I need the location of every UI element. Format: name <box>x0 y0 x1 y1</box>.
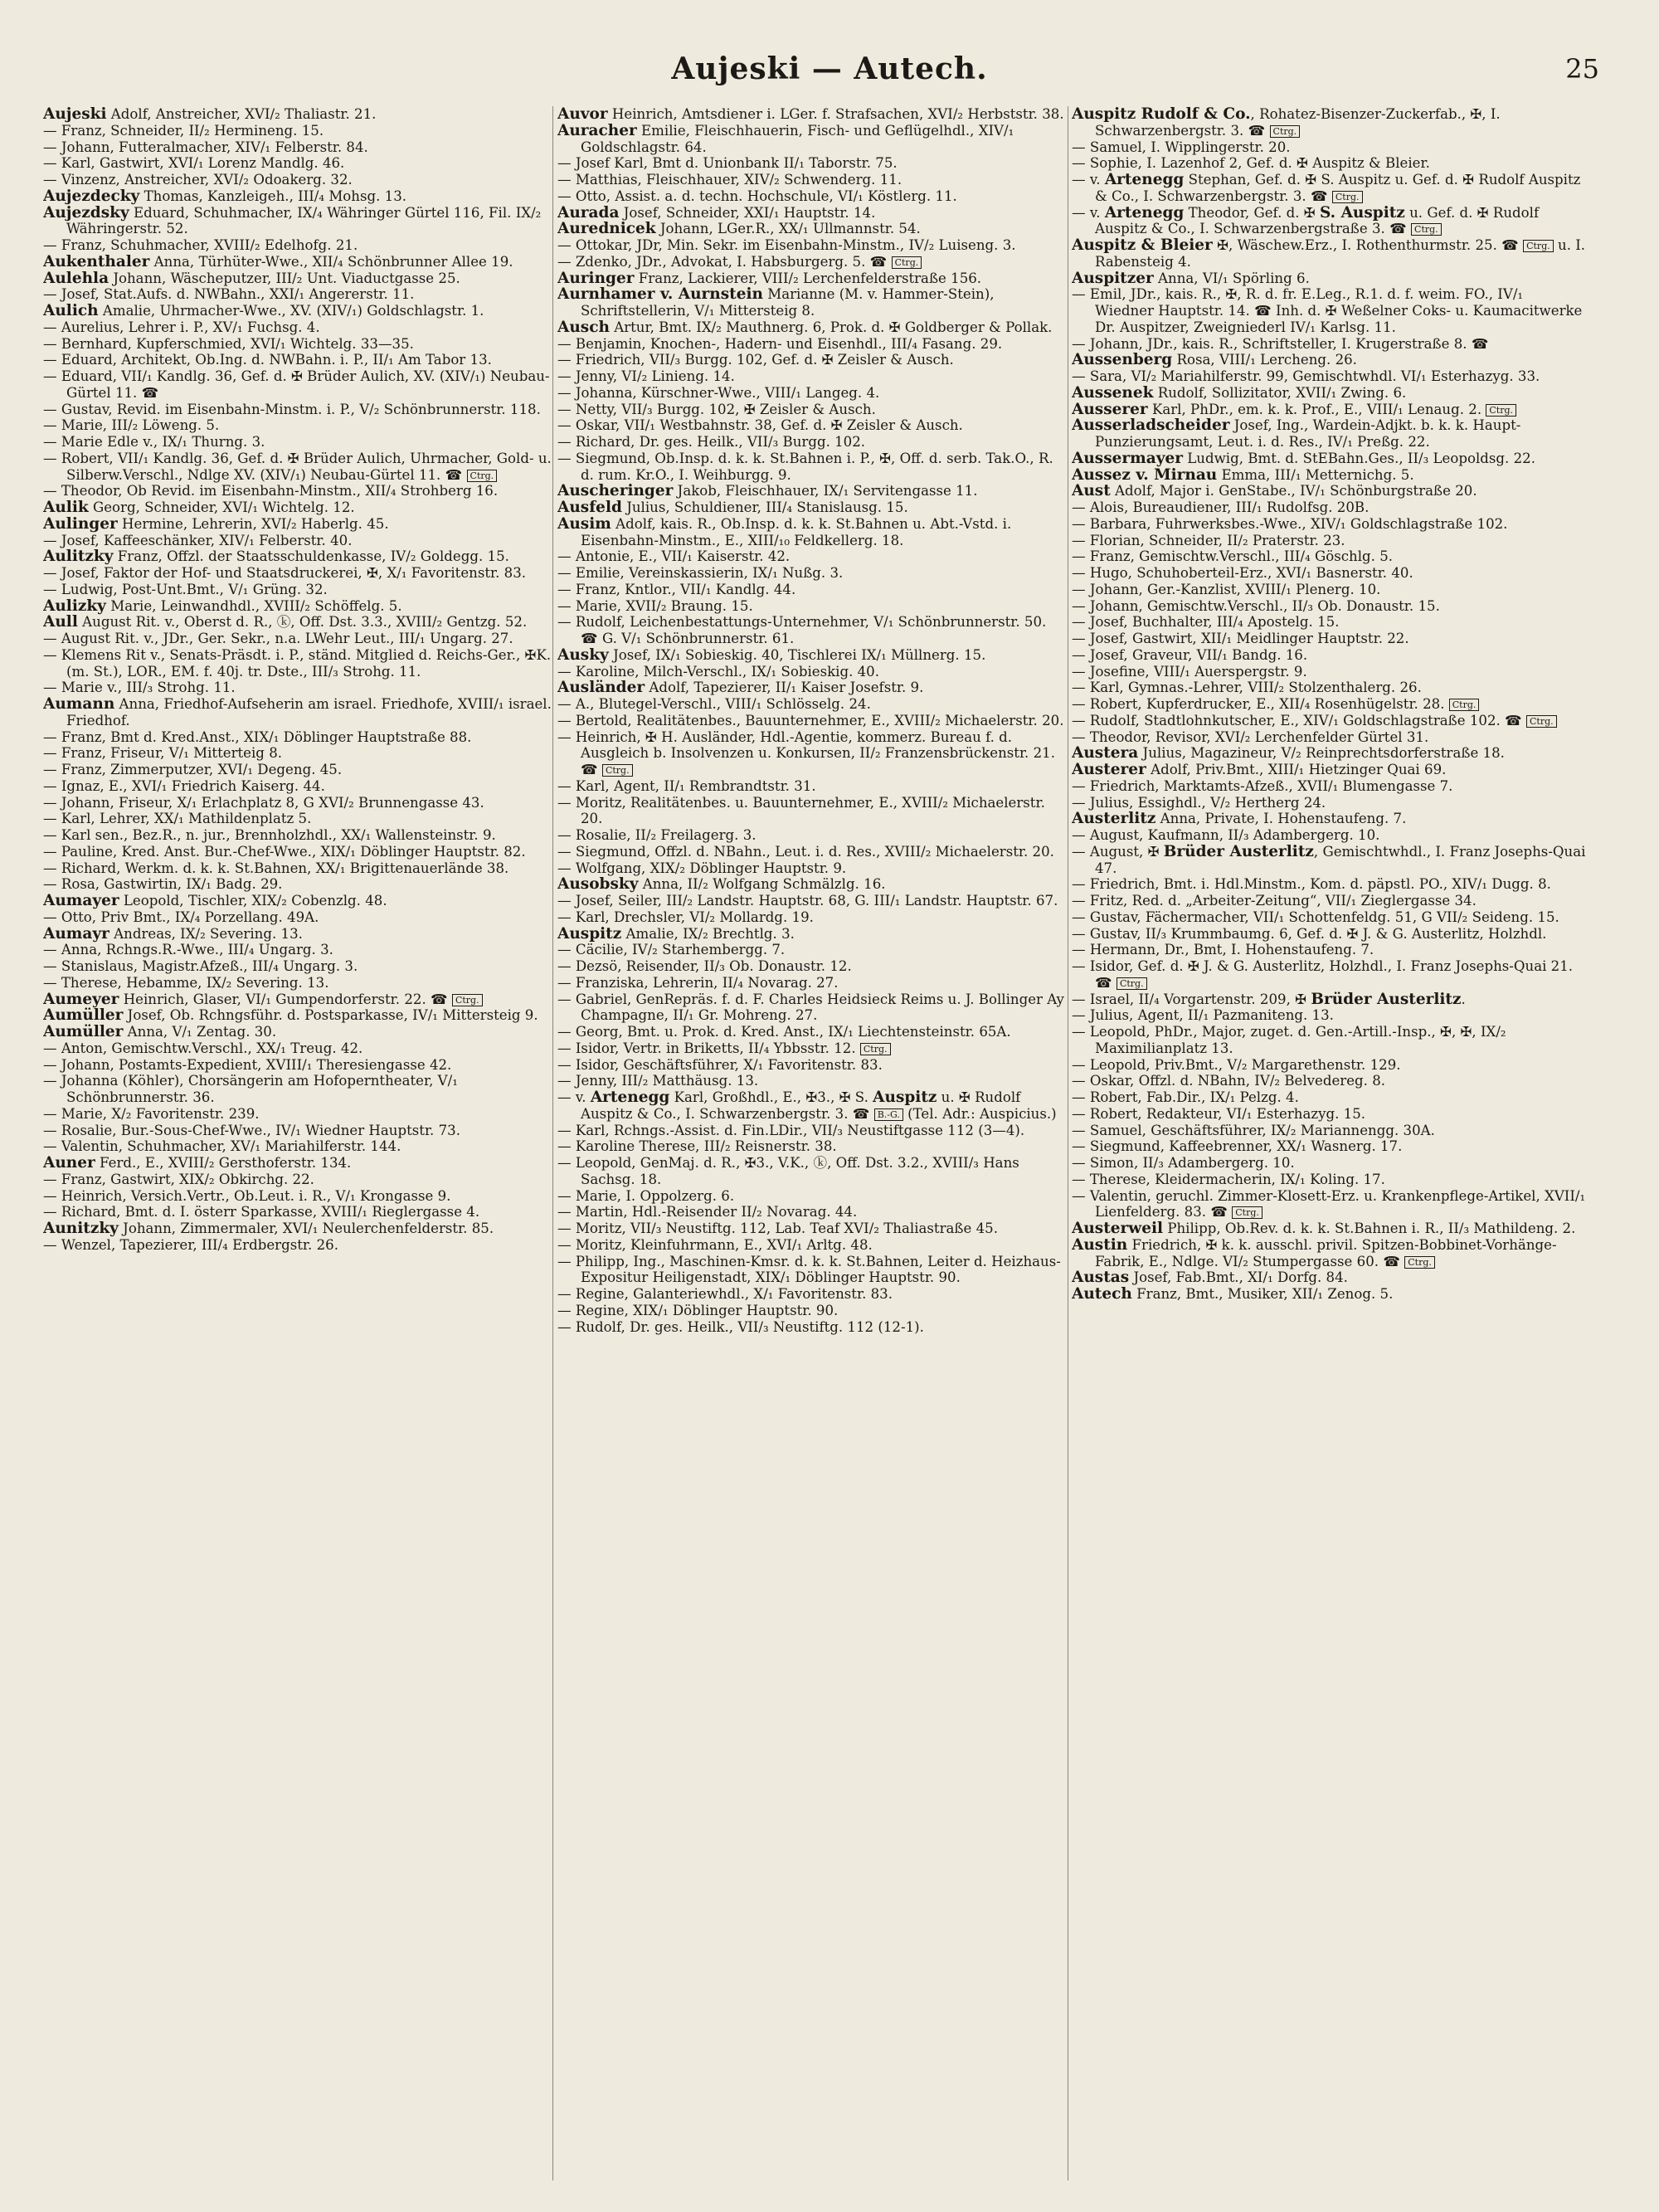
directory-entry: — Karl, Gastwirt, XVI/₁ Lorenz Mandlg. 46. <box>43 155 345 172</box>
directory-entry: Aunitzky Johann, Zimmermaler, XVI/₁ Neulerchenfelderstr. 85. <box>43 1220 494 1237</box>
directory-entry: Aujezdsky Eduard, Schuhmacher, IX/₄ Währinger Gürtel 116, Fil. IX/₂ Währingerstr. 52. <box>43 203 542 237</box>
entry-surname: Autech <box>1072 1285 1132 1303</box>
directory-entry: Aumann Anna, Friedhof-Aufseherin am israel. Friedhofe, XVIII/₁ israel. Friedhof. <box>43 695 552 728</box>
directory-entry: — Rudolf, Stadtlohnkutscher, E., XIV/₁ Goldschlagstraße 102. ☎ Ctrg. <box>1072 713 1586 729</box>
directory-entry: Austerweil Philipp, Ob.Rev. d. k. k. St.Bahnen i. R., II/₃ Mathildeng. 2. <box>1072 1220 1576 1237</box>
directory-entry: — Friedrich, Bmt. i. Hdl.Minstm., Kom. d. päpstl. PO., XIV/₁ Dugg. 8. <box>1072 876 1551 893</box>
directory-entry: — A., Blutegel-Verschl., VIII/₁ Schlösselg. 24. <box>557 696 871 712</box>
entry-surname: Brüder Austerlitz <box>1311 990 1462 1008</box>
entry-surname: Aulitzky <box>43 548 114 566</box>
entry-surname: Aull <box>43 613 78 631</box>
directory-entry: Aulitzky Franz, Offzl. der Staatsschuldenkasse, IV/₂ Goldegg. 15. <box>43 548 509 566</box>
directory-entry: — Leopold, PhDr., Major, zuget. d. Gen.-Artill.-Insp., ✠, ✠, IX/₂ Maximilianplatz 13. <box>1072 1024 1506 1056</box>
directory-entry: — Rudolf, Dr. ges. Heilk., VII/₃ Neustiftg. 112 (12-1). <box>557 1318 924 1335</box>
directory-entry: — Valentin, geruchl. Zimmer-Klosett-Erz. u. Krankenpflege-Artikel, XVII/₁ Lienfelderg. 83. ☎ Ctrg. <box>1072 1187 1586 1220</box>
directory-entry: — Josef, Buchhalter, III/₄ Apostelg. 15. <box>1072 614 1340 631</box>
directory-entry: — Otto, Assist. a. d. techn. Hochschule, VI/₁ Köstlerg. 11. <box>557 188 957 204</box>
directory-entry: — Karl, Rchngs.-Assist. d. Fin.LDir., VII/₃ Neustiftgasse 112 (3—4). <box>557 1122 1025 1138</box>
entry-surname: Auvor <box>557 106 608 123</box>
directory-entry: — Rosalie, Bur.-Sous-Chef-Wwe., IV/₁ Wiedner Hauptstr. 73. <box>43 1122 460 1138</box>
column-middle <box>557 106 1065 2197</box>
directory-entry: — Israel, II/₄ Vorgartenstr. 209, ✠ Brüder Austerlitz. <box>1072 990 1466 1008</box>
directory-entry: Aujeski Adolf, Anstreicher, XVI/₂ Thaliastr. 21. <box>43 106 377 123</box>
directory-entry: Austerer Adolf, Priv.Bmt., XIII/₁ Hietzinger Quai 69. <box>1072 761 1447 778</box>
entry-surname: S. Auspitz <box>1319 203 1405 222</box>
directory-entry: Aujezdecky Thomas, Kanzleigeh., III/₄ Mohsg. 13. <box>43 187 407 205</box>
directory-entry: — Friedrich, VII/₃ Burgg. 102, Gef. d. ✠ Zeisler & Ausch. <box>557 352 954 368</box>
directory-entry: Auspitz & Bleier ✠, Wäschew.Erz., I. Rothenthurmstr. 25. ☎ Ctrg. u. I. Rabensteig 4. <box>1072 236 1586 270</box>
entry-surname: Aukenthaler <box>43 252 150 270</box>
directory-entry: — Johann, Postamts-Expedient, XVIII/₁ Theresiengasse 42. <box>43 1056 452 1073</box>
entry-surname: Artenegg <box>1104 171 1185 188</box>
entry-surname: Brüder Austerlitz <box>1163 842 1314 860</box>
boxed-mark: Ctrg. <box>1270 125 1301 138</box>
directory-entry: Austera Julius, Magazineur, V/₂ Reinprechtsdorferstraße 18. <box>1072 744 1505 763</box>
boxed-mark: Ctrg. <box>602 764 633 777</box>
directory-entry: Austas Josef, Fab.Bmt., XI/₁ Dorfg. 84. <box>1072 1269 1348 1287</box>
directory-entry: Aumayer Leopold, Tischler, XIX/₂ Cobenzlg. 48. <box>43 892 387 909</box>
directory-entry: — Siegmund, Kaffeebrenner, XX/₁ Wasnerg. 17. <box>1072 1138 1403 1155</box>
directory-entry: — Gustav, II/₃ Krummbaumg. 6, Gef. d. ✠ J. & G. Austerlitz, Holzhdl. <box>1072 925 1547 942</box>
directory-entry: Aull August Rit. v., Oberst d. R., ⓚ, Off. Dst. 3.3., XVIII/₂ Gentzg. 52. <box>43 613 528 631</box>
directory-entry: — Marie, XVII/₂ Braung. 15. <box>557 597 753 614</box>
directory-entry: — Karl, Drechsler, VI/₂ Mollardg. 19. <box>557 909 814 925</box>
directory-entry: — Sara, VI/₂ Mariahilferstr. 99, Gemischtwhdl. VI/₁ Esterhazyg. 33. <box>1072 368 1540 384</box>
directory-entry: — Georg, Bmt. u. Prok. d. Kred. Anst., IX/₁ Liechtensteinstr. 65A. <box>557 1024 1011 1040</box>
entry-surname: Auspitz Rudolf & Co. <box>1072 106 1251 123</box>
boxed-mark: Ctrg. <box>892 256 922 269</box>
entry-surname: Auspitz & Bleier <box>1072 236 1213 254</box>
directory-entry: Auspitz Rudolf & Co., Rohatez-Bisenzer-Zuckerfab., ✠, I. Schwarzenbergstr. 3. ☎ Ctrg. <box>1072 106 1501 139</box>
boxed-mark: Ctrg. <box>1404 1256 1435 1269</box>
directory-entry: — Theodor, Revisor, XVI/₂ Lerchenfelder Gürtel 31. <box>1072 728 1429 745</box>
directory-entry: — Hermann, Dr., Bmt, I. Hohenstaufeng. 7. <box>1072 942 1374 958</box>
directory-entry: — Julius, Essighdl., V/₂ Hertherg 24. <box>1072 794 1326 811</box>
entry-surname: Aurnhamer v. Aurnstein <box>557 285 763 304</box>
directory-entry: — Franz, Zimmerputzer, XVI/₁ Degeng. 45. <box>43 762 343 777</box>
entry-surname: Aujezdsky <box>43 203 129 222</box>
directory-entry: Ausch Artur, Bmt. IX/₂ Mauthnerg. 6, Prok. d. ✠ Goldberger & Pollak. <box>557 318 1053 336</box>
directory-entry: Ausserer Karl, PhDr., em. k. k. Prof., E., VIII/₁ Lenaug. 2. Ctrg. <box>1072 402 1586 418</box>
entry-surname: Ausserladscheider <box>1072 417 1230 435</box>
entry-surname: Aussermayer <box>1072 449 1183 467</box>
directory-entry: — Zdenko, JDr., Advokat, I. Habsburgerg. 5. ☎ Ctrg. <box>557 254 1065 270</box>
directory-entry: — Josef, Gastwirt, XII/₁ Meidlinger Hauptstr. 22. <box>1072 631 1409 646</box>
entry-surname: Aulik <box>43 499 89 516</box>
directory-entry: — Anna, Rchngs.R.-Wwe., III/₄ Ungarg. 3. <box>43 942 333 958</box>
directory-entry: — Barbara, Fuhrwerksbes.-Wwe., XIV/₁ Goldschlagstraße 102. <box>1072 515 1508 532</box>
directory-entry: — Heinrich, ✠ H. Ausländer, Hdl.-Agentie, kommerz. Bureau f. d. Ausgleich b. Insolvenzen u. Konkursen, II/₂ Franzensbrückenstr. 21. ☎ Ctrg. <box>557 728 1055 777</box>
directory-entry: — Richard, Bmt. d. I. österr Sparkasse, XVIII/₁ Rieglergasse 4. <box>43 1204 480 1220</box>
entry-surname: Austerweil <box>1072 1220 1164 1237</box>
column-left <box>43 106 557 2197</box>
directory-entry: — Marie, I. Oppolzerg. 6. <box>557 1187 735 1204</box>
directory-entry: Ausserladscheider Josef, Ing., Wardein-Adjkt. b. k. k. Haupt-Punzierungsamt, Leut. i. d. Res., IV/₁ Preßg. 22. <box>1072 417 1521 450</box>
directory-entry: — Emilie, Vereinskassierin, IX/₁ Nußg. 3. <box>557 565 844 581</box>
directory-entry: — Johann, Gemischtw.Verschl., II/₃ Ob. Donaustr. 15. <box>1072 597 1440 614</box>
directory-entry: Aussez v. Mirnau Emma, III/₁ Metternichg. 5. <box>1072 465 1414 484</box>
directory-entry: — Franz, Gastwirt, XIX/₂ Obkirchg. 22. <box>43 1171 314 1187</box>
directory-entry: — Franz, Bmt d. Kred.Anst., XIX/₁ Döblinger Hauptstraße 88. <box>43 728 472 745</box>
directory-entry: Aussenberg Rosa, VIII/₁ Lercheng. 26. <box>1072 351 1357 369</box>
directory-entry: — Isidor, Geschäftsführer, X/₁ Favoritenstr. 83. <box>557 1056 883 1073</box>
directory-entry: — Florian, Schneider, II/₂ Praterstr. 23. <box>1072 532 1345 548</box>
directory-entry: — Therese, Hebamme, IX/₂ Severing. 13. <box>43 974 329 991</box>
entry-surname: Aurednicek <box>557 220 656 238</box>
directory-entry: — Oskar, VII/₁ Westbahnstr. 38, Gef. d. ✠ Zeisler & Ausch. <box>557 417 963 434</box>
directory-entry: Auspitzer Anna, VI/₁ Spörling 6. <box>1072 269 1310 287</box>
directory-entry: — Bertold, Realitätenbes., Bauunternehmer, E., XVIII/₂ Michaelerstr. 20. <box>557 712 1064 728</box>
entry-surname: Ausfeld <box>557 499 622 516</box>
directory-entry: — Karoline Therese, III/₂ Reisnerstr. 38. <box>557 1138 837 1155</box>
directory-entry: — Josef Karl, Bmt d. Unionbank II/₁ Taborstr. 75. <box>557 155 898 172</box>
directory-entry: — Karl, Agent, II/₁ Rembrandtstr. 31. <box>557 777 816 794</box>
directory-entry: — Franz, Gemischtw.Verschl., III/₄ Göschlg. 5. <box>1072 548 1394 565</box>
directory-entry: — v. Artenegg Stephan, Gef. d. ✠ S. Auspitz u. Gef. d. ✠ Rudolf Auspitz & Co., I. Schwarzenbergstr. 3. ☎ Ctrg. <box>1072 171 1581 204</box>
directory-entry: — August Rit. v., JDr., Ger. Sekr., n.a. LWehr Leut., III/₁ Ungarg. 27. <box>43 631 513 646</box>
directory-entry: Aurednicek Johann, LGer.R., XX/₁ Ullmannstr. 54. <box>557 220 921 238</box>
directory-entry: — Philipp, Ing., Maschinen-Kmsr. d. k. k. St.Bahnen, Leiter d. Heizhaus-Expositur Heiligenstadt, XIX/₁ Döblinger Hauptstr. 90. <box>557 1253 1061 1286</box>
entry-surname: Ausserer <box>1072 400 1148 418</box>
boxed-mark: Ctrg. <box>1117 977 1147 990</box>
entry-surname: Auspitz <box>873 1089 937 1106</box>
directory-entry: — Karoline, Milch-Verschl., IX/₁ Sobieskig. 40. <box>557 663 880 680</box>
boxed-mark: Ctrg. <box>860 1043 891 1055</box>
directory-entry: — Johann, Futteralmacher, XIV/₁ Felberstr. 84. <box>43 139 368 155</box>
directory-entry: — Wolfgang, XIX/₂ Döblinger Hauptstr. 9. <box>557 860 847 876</box>
entry-surname: Aumann <box>43 695 115 713</box>
directory-entry: Aumeyer Heinrich, Glaser, VI/₁ Gumpendorferstr. 22. ☎ Ctrg. <box>43 992 557 1008</box>
entry-surname: Auspitzer <box>1072 269 1154 287</box>
directory-entry: — Josef, Faktor der Hof- und Staatsdruckerei, ✠, X/₁ Favoritenstr. 83. <box>43 565 527 581</box>
directory-entry: — Johanna, Kürschner-Wwe., VIII/₁ Langeg. 4. <box>557 384 880 401</box>
boxed-mark: Ctrg. <box>1449 699 1480 711</box>
directory-entry: — Stanislaus, Magistr.Afzeß., III/₄ Ungarg. 3. <box>43 958 358 974</box>
entry-surname: Auracher <box>557 121 637 139</box>
directory-entry: — Therese, Kleidermacherin, IX/₁ Koling. 17. <box>1072 1171 1385 1187</box>
entry-surname: Ausky <box>557 646 609 664</box>
directory-entry: — Regine, XIX/₁ Döblinger Hauptstr. 90. <box>557 1302 839 1318</box>
entry-surname: Ausobsky <box>557 875 639 894</box>
boxed-mark: Ctrg. <box>467 470 498 482</box>
directory-entry: — Franz, Schneider, II/₂ Hermineng. 15. <box>43 122 324 139</box>
entry-surname: Aumüller <box>43 1006 124 1025</box>
directory-entry: — Moritz, Kleinfuhrmann, E., XVI/₁ Arltg. 48. <box>557 1236 873 1253</box>
directory-entry: — Simon, II/₃ Adambergerg. 10. <box>1072 1155 1295 1171</box>
directory-entry: — Josef, Graveur, VII/₁ Bandg. 16. <box>1072 646 1308 663</box>
entry-surname: Aurada <box>557 203 620 222</box>
boxed-mark: Ctrg. <box>452 994 483 1006</box>
directory-entry: — Bernhard, Kupferschmied, XVI/₁ Wichtelg. 33—35. <box>43 335 414 352</box>
directory-entry: Aumüller Josef, Ob. Rchngsführ. d. Postsparkasse, IV/₁ Mittersteig 9. <box>43 1006 538 1025</box>
directory-entry: Autech Franz, Bmt., Musiker, XII/₁ Zenog. 5. <box>1072 1285 1394 1303</box>
directory-entry: — Robert, Kupferdrucker, E., XII/₄ Rosenhügelstr. 28. Ctrg. <box>1072 696 1586 713</box>
page-title: Aujeski — Autech. <box>671 51 988 86</box>
boxed-mark: Ctrg. <box>1486 404 1516 417</box>
directory-entry: — Siegmund, Ob.Insp. d. k. k. St.Bahnen i. P., ✠, Off. d. serb. Tak.O., R. d. rum. Kr.O., I. Weihburgg. 9. <box>557 450 1053 483</box>
directory-entry: Aulik Georg, Schneider, XVI/₁ Wichtelg. 12. <box>43 499 355 516</box>
directory-entry: — Johann, JDr., kais. R., Schriftsteller, I. Krugerstraße 8. ☎ <box>1072 335 1489 352</box>
directory-entry: — Leopold, GenMaj. d. R., ✠3., V.K., ⓚ, Off. Dst. 3.2., XVIII/₃ Hans Sachsg. 18. <box>557 1155 1019 1187</box>
entry-surname: Aulinger <box>43 514 118 533</box>
directory-entry: — Franziska, Lehrerin, II/₄ Novarag. 27. <box>557 974 839 991</box>
directory-entry: — Gustav, Fächermacher, VII/₁ Schottenfeldg. 51, G VII/₂ Seideng. 15. <box>1072 909 1559 925</box>
directory-entry: — Julius, Agent, II/₁ Pazmaniteng. 13. <box>1072 1007 1334 1024</box>
directory-entry: Auracher Emilie, Fleischhauerin, Fisch- und Geflügelhdl., XIV/₁ Goldschlagstr. 64. <box>557 121 1014 155</box>
directory-entry: — August, Kaufmann, II/₃ Adambergerg. 10. <box>1072 827 1380 843</box>
directory-entry: — Karl, Lehrer, XX/₁ Mathildenplatz 5. <box>43 811 312 827</box>
directory-entry: Aulinger Hermine, Lehrerin, XVI/₂ Haberlg. 45. <box>43 514 389 533</box>
directory-entry: Aussenek Rudolf, Sollizitator, XVII/₁ Zwing. 6. <box>1072 383 1407 402</box>
directory-entry: — Ottokar, JDr, Min. Sekr. im Eisenbahn-Minstm., IV/₂ Luiseng. 3. <box>557 237 1016 253</box>
directory-entry: — Robert, VII/₁ Kandlg. 36, Gef. d. ✠ Brüder Aulich, Uhrmacher, Gold- u. Silberw.Verschl., Ndlge XV. (XIV/₁) Neubau-Gürtel 11. ☎ Ctrg. <box>43 450 552 483</box>
directory-entry: — Robert, Fab.Dir., IX/₁ Pelzg. 4. <box>1072 1089 1299 1105</box>
directory-entry: — Valentin, Schuhmacher, XV/₁ Mariahilferstr. 144. <box>43 1138 401 1155</box>
directory-entry: — Antonie, E., VII/₁ Kaiserstr. 42. <box>557 548 791 565</box>
directory-entry: — Pauline, Kred. Anst. Bur.-Chef-Wwe., XIX/₁ Döblinger Hauptstr. 82. <box>43 843 526 860</box>
directory-entry: — Samuel, I. Wipplingerstr. 20. <box>1072 139 1291 155</box>
directory-entry: — Eduard, Architekt, Ob.Ing. d. NWBahn. i. P., II/₁ Am Tabor 13. <box>43 352 492 368</box>
entry-surname: Aumeyer <box>43 990 119 1008</box>
directory-entry: — Rosa, Gastwirtin, IX/₁ Badg. 29. <box>43 876 283 893</box>
directory-entry: Auspitz Amalie, IX/₂ Brechtlg. 3. <box>557 924 795 943</box>
directory-entry: — Johann, Friseur, X/₁ Erlachplatz 8, G XVI/₂ Brunnengasse 43. <box>43 794 484 811</box>
entry-surname: Ausländer <box>557 679 645 697</box>
directory-entry: — Oskar, Offzl. d. NBahn, IV/₂ Belvedereg. 8. <box>1072 1073 1386 1089</box>
directory-entry: — Martin, Hdl.-Reisender II/₂ Novarag. 44. <box>557 1204 858 1220</box>
column-right <box>1072 106 1586 2197</box>
directory-entry: Ausländer Adolf, Tapezierer, II/₁ Kaiser Josefstr. 9. <box>557 679 924 697</box>
directory-entry: — Samuel, Geschäftsführer, IX/₂ Mariannengg. 30A. <box>1072 1122 1435 1138</box>
directory-entry: — Josef, Stat.Aufs. d. NWBahn., XXI/₁ Angererstr. 11. <box>43 286 415 303</box>
entry-surname: Ausim <box>557 514 611 533</box>
boxed-mark: Ctrg. <box>1526 715 1557 728</box>
boxed-mark: Ctrg. <box>1332 191 1363 203</box>
entry-surname: Austin <box>1072 1235 1128 1254</box>
directory-entry: — Fritz, Red. d. „Arbeiter-Zeitung“, VII/₁ Zieglergasse 34. <box>1072 893 1477 909</box>
directory-entry: Aulizky Marie, Leinwandhdl., XVIII/₂ Schöffelg. 5. <box>43 597 402 615</box>
directory-entry: Auvor Heinrich, Amtsdiener i. LGer. f. Strafsachen, XVI/₂ Herbststr. 38. <box>557 106 1064 123</box>
directory-entry: — Cäcilie, IV/₂ Starhembergg. 7. <box>557 942 786 958</box>
boxed-mark: Ctrg. <box>1523 240 1554 252</box>
entry-surname: Auner <box>43 1154 95 1172</box>
directory-entry: — Jenny, III/₂ Matthäusg. 13. <box>557 1073 759 1089</box>
directory-entry: Aumüller Anna, V/₁ Zentag. 30. <box>43 1023 277 1040</box>
directory-entry: — Franz, Kntlor., VII/₁ Kandlg. 44. <box>557 581 796 597</box>
directory-entry: — Marie v., III/₃ Strohg. 11. <box>43 680 236 696</box>
directory-entry: — Regine, Galanteriewhdl., X/₁ Favoritenstr. 83. <box>557 1286 893 1302</box>
entry-surname: Artenegg <box>590 1089 670 1106</box>
directory-entry: — Eduard, VII/₁ Kandlg. 36, Gef. d. ✠ Brüder Aulich, XV. (XIV/₁) Neubau-Gürtel 11. ☎ <box>43 368 550 401</box>
entry-surname: Aunitzky <box>43 1220 119 1237</box>
directory-entry: — Jenny, VI/₂ Linieng. 14. <box>557 368 735 384</box>
entry-surname: Aussenberg <box>1072 351 1173 369</box>
directory-entry: — Netty, VII/₃ Burgg. 102, ✠ Zeisler & Ausch. <box>557 401 876 417</box>
directory-entry: — Moritz, VII/₃ Neustiftg. 112, Lab. Teaf XVI/₂ Thaliastraße 45. <box>557 1220 998 1236</box>
entry-surname: Auscheringer <box>557 482 674 500</box>
entry-surname: Aumayr <box>43 924 109 943</box>
directory-entry: — v. Artenegg Theodor, Gef. d. ✠ S. Auspitz u. Gef. d. ✠ Rudolf Auspitz & Co., I. Schwarzenbergstraße 3. ☎ Ctrg. <box>1072 203 1540 237</box>
directory-entry: — Robert, Redakteur, VI/₁ Esterhazyg. 15. <box>1072 1105 1366 1122</box>
entry-surname: Aumüller <box>43 1023 124 1040</box>
directory-entry: Aulehla Johann, Wäscheputzer, III/₂ Unt. Viaductgasse 25. <box>43 269 460 287</box>
directory-entry: Ausfeld Julius, Schuldiener, III/₄ Stanislausg. 15. <box>557 499 908 516</box>
directory-entry: — Alois, Bureaudiener, III/₁ Rudolfsg. 20B. <box>1072 499 1370 515</box>
entry-surname: Aulizky <box>43 597 106 615</box>
directory-entry: — Rosalie, II/₂ Freilagerg. 3. <box>557 827 757 843</box>
directory-entry: — Marie Edle v., IX/₁ Thurng. 3. <box>43 434 265 450</box>
directory-entry: Austerlitz Anna, Private, I. Hohenstaufeng. 7. <box>1072 810 1407 828</box>
directory-entry: — Ignaz, E., XVI/₁ Friedrich Kaiserg. 44. <box>43 777 325 794</box>
entry-surname: Austerer <box>1072 761 1146 778</box>
directory-entry: — Wenzel, Tapezierer, III/₄ Erdbergstr. 26. <box>43 1236 338 1253</box>
directory-entry: — Benjamin, Knochen-, Hadern- und Eisenhdl., III/₄ Fasang. 29. <box>557 335 1003 352</box>
directory-entry: — August, ✠ Brüder Austerlitz, Gemischtwhdl., I. Franz Josephs-Quai 47. <box>1072 842 1586 876</box>
directory-entry: — Vinzenz, Anstreicher, XVI/₂ Odoakerg. 32. <box>43 172 353 188</box>
directory-entry: — Josef, Seiler, III/₂ Landstr. Hauptstr. 68, G. III/₁ Landstr. Hauptstr. 67. <box>557 893 1058 909</box>
entry-surname: Austas <box>1072 1269 1130 1287</box>
entry-surname: Aujeski <box>43 106 107 123</box>
directory-entry: — Matthias, Fleischhauer, XIV/₂ Schwenderg. 11. <box>557 172 902 188</box>
directory-entry: — Karl, Gymnas.-Lehrer, VIII/₂ Stolzenthalerg. 26. <box>1072 680 1422 696</box>
directory-entry: — Ludwig, Post-Unt.Bmt., V/₁ Grüng. 32. <box>43 581 328 597</box>
directory-entry: Aussermayer Ludwig, Bmt. d. StEBahn.Ges., II/₃ Leopoldsg. 22. <box>1072 449 1535 467</box>
directory-entry: — Otto, Priv Bmt., IX/₄ Porzellang. 49A. <box>43 909 319 925</box>
directory-entry: — Dezsö, Reisender, II/₃ Ob. Donaustr. 12. <box>557 958 852 974</box>
directory-entry: — Klemens Rit v., Senats-Präsdt. i. P., ständ. Mitglied d. Reichs-Ger., ✠K. (m. St.), LOR., EM. f. 40j. tr. Dste., III/₃ Strohg. 11. <box>43 646 552 680</box>
directory-entry: Ausky Josef, IX/₁ Sobieskig. 40, Tischlerei IX/₁ Müllnerg. 15. <box>557 646 986 664</box>
directory-entry: — Marie, X/₂ Favoritenstr. 239. <box>43 1105 260 1122</box>
directory-entry: Ausim Adolf, kais. R., Ob.Insp. d. k. k. St.Bahnen u. Abt.-Vstd. i. Eisenbahn-Minstm., E., XIII/₁₀ Feldkellerg. 18. <box>557 514 1012 548</box>
directory-entry: — Anton, Gemischtw.Verschl., XX/₁ Treug. 42. <box>43 1040 363 1056</box>
directory-entry: — Isidor, Vertr. in Briketts, II/₄ Ybbsstr. 12. Ctrg. <box>557 1040 1065 1057</box>
entry-surname: Austerlitz <box>1072 810 1156 828</box>
directory-entry: Aurada Josef, Schneider, XXI/₁ Hauptstr. 14. <box>557 203 876 222</box>
entry-surname: Auringer <box>557 269 635 287</box>
directory-entry: — Franz, Friseur, V/₁ Mitterteig 8. <box>43 745 283 762</box>
directory-entry: — Josef, Kaffeeschänker, XIV/₁ Felberstr. 40. <box>43 532 353 548</box>
directory-entry: Auringer Franz, Lackierer, VIII/₂ Lerchenfelderstraße 156. <box>557 269 982 287</box>
directory-entry: Auner Ferd., E., XVIII/₂ Gersthoferstr. 134. <box>43 1154 352 1172</box>
entry-surname: Aulich <box>43 302 99 319</box>
directory-entry: — Karl sen., Bez.R., n. jur., Brennholzhdl., XX/₁ Wallensteinstr. 9. <box>43 827 496 843</box>
directory-entry: — Leopold, Priv.Bmt., V/₂ Margarethenstr. 129. <box>1072 1056 1401 1073</box>
entry-surname: Aussenek <box>1072 383 1154 402</box>
directory-entry: — Moritz, Realitätenbes. u. Bauunternehmer, E., XVIII/₂ Michaelerstr. 20. <box>557 794 1045 827</box>
entry-surname: Auspitz <box>557 924 622 943</box>
entry-surname: Aumayer <box>43 892 119 909</box>
entry-surname: Aussez v. Mirnau <box>1072 465 1218 484</box>
directory-entry: — v. Artenegg Karl, Großhdl., E., ✠3., ✠ S. Auspitz u. ✠ Rudolf Auspitz & Co., I. Schwarzenbergstr. 3. ☎ B.-G. (Tel. Adr.: Auspicius.) <box>557 1089 1057 1122</box>
directory-entry: — Gabriel, GenRepräs. f. d. F. Charles Heidsieck Reims u. J. Bollinger Ay Champagne, II/₁ Gr. Mohreng. 27. <box>557 991 1064 1024</box>
directory-entry: — Richard, Werkm. d. k. k. St.Bahnen, XX/₁ Brigittenauerlände 38. <box>43 860 509 876</box>
directory-entry: Aukenthaler Anna, Türhüter-Wwe., XII/₄ Schönbrunner Allee 19. <box>43 252 513 270</box>
directory-entry: — Richard, Dr. ges. Heilk., VII/₃ Burgg. 102. <box>557 434 866 450</box>
entry-surname: Ausch <box>557 318 610 336</box>
page-header <box>0 51 1659 101</box>
directory-entry: — Theodor, Ob Revid. im Eisenbahn-Minstm., XII/₄ Strohberg 16. <box>43 483 499 499</box>
directory-entry: — Hugo, Schuhoberteil-Erz., XVI/₁ Basnerstr. 40. <box>1072 565 1413 581</box>
page-number: 25 <box>1565 53 1599 85</box>
entry-surname: Artenegg <box>1104 203 1185 222</box>
directory-entry: — Friedrich, Marktamts-Afzeß., XVII/₁ Blumengasse 7. <box>1072 777 1453 794</box>
directory-entry: — Josefine, VIII/₁ Auerspergstr. 9. <box>1072 663 1307 680</box>
directory-entry: — Emil, JDr., kais. R., ✠, R. d. fr. E.Leg., R.1. d. f. weim. FO., IV/₁ Wiedner Hauptstr. 14. ☎ Inh. d. ✠ Weßelner Coks- u. Kaumacitwerke Dr. Auspitzer, Zweigniederl IV/₁ Karlsg. 11. <box>1072 286 1583 335</box>
boxed-mark: Ctrg. <box>1411 223 1442 236</box>
entry-surname: Austera <box>1072 744 1139 763</box>
entry-surname: Aulehla <box>43 269 109 287</box>
directory-entry: — Heinrich, Versich.Vertr., Ob.Leut. i. R., V/₁ Krongasse 9. <box>43 1187 451 1204</box>
directory-entry: — Siegmund, Offzl. d. NBahn., Leut. i. d. Res., XVIII/₂ Michaelerstr. 20. <box>557 843 1054 860</box>
boxed-mark: B.-G. <box>874 1108 903 1121</box>
directory-entry: — Johann, Ger.-Kanzlist, XVIII/₁ Plenerg. 10. <box>1072 581 1381 597</box>
boxed-mark: Ctrg. <box>1232 1206 1262 1219</box>
directory-entry: Aumayr Andreas, IX/₂ Severing. 13. <box>43 924 303 943</box>
directory-entry: — Rudolf, Leichenbestattungs-Unternehmer, V/₁ Schönbrunnerstr. 50. ☎ G. V/₁ Schönbrunnerstr. 61. <box>557 614 1047 646</box>
directory-entry: Austin Friedrich, ✠ k. k. ausschl. privil. Spitzen-Bobbinet-Vorhänge-Fabrik, E., Ndlge. VI/₂ Stumpergasse 60. ☎ Ctrg. <box>1072 1235 1557 1269</box>
entry-surname: Aust <box>1072 482 1111 500</box>
entry-surname: Aujezdecky <box>43 187 140 205</box>
directory-entry: — Sophie, I. Lazenhof 2, Gef. d. ✠ Auspitz & Bleier. <box>1072 155 1430 172</box>
directory-entry: Aust Adolf, Major i. GenStabe., IV/₁ Schönburgstraße 20. <box>1072 482 1477 500</box>
directory-entry: — Gustav, Revid. im Eisenbahn-Minstm. i. P., V/₂ Schönbrunnerstr. 118. <box>43 401 541 417</box>
directory-entry: Auscheringer Jakob, Fleischhauer, IX/₁ Servitengasse 11. <box>557 482 978 500</box>
directory-entry: — Aurelius, Lehrer i. P., XV/₁ Fuchsg. 4. <box>43 319 320 335</box>
directory-entry: Aurnhamer v. Aurnstein Marianne (M. v. Hammer-Stein), Schriftstellerin, V/₁ Mittersteig 8. <box>557 285 995 319</box>
directory-entry: Ausobsky Anna, II/₂ Wolfgang Schmälzlg. 16. <box>557 875 886 894</box>
directory-entry: — Franz, Schuhmacher, XVIII/₂ Edelhofg. 21. <box>43 237 358 253</box>
directory-entry: — Johanna (Köhler), Chorsängerin am Hofoperntheater, V/₁ Schönbrunnerstr. 36. <box>43 1073 458 1105</box>
directory-entry: Aulich Amalie, Uhrmacher-Wwe., XV. (XIV/₁) Goldschlagstr. 1. <box>43 302 484 319</box>
directory-entry: — Marie, III/₂ Löweng. 5. <box>43 417 220 434</box>
directory-entry: — Isidor, Gef. d. ✠ J. & G. Austerlitz, Holzhdl., I. Franz Josephs-Quai 21. ☎ Ctrg. <box>1072 958 1574 991</box>
